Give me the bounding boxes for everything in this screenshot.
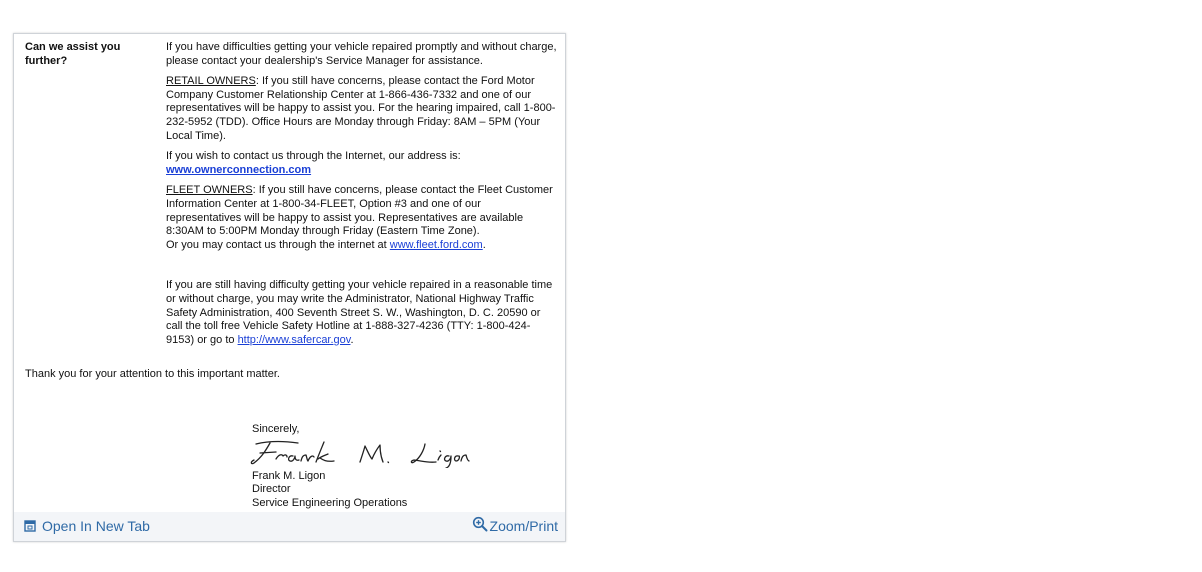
- paragraph-fleet-owners: [166, 184, 558, 252]
- zoom-print-label: Zoom/Print: [489, 518, 558, 534]
- signer-department: Service Engineering Operations: [252, 496, 408, 509]
- paragraph-retail-owners: [166, 75, 558, 143]
- side-heading: Can we assist you further?: [25, 41, 121, 67]
- retail-owners-text: : If you still have concerns, please contact the Ford Motor Company Customer Relationship Center at 1-866-436-7332 and one of our representatives will be happy to assist you. For the hearing impaired, call 1-800-232-5952 (TDD). Office Hours are Monday through Friday: 8AM – 5PM (Your Local Time).: [166, 75, 556, 142]
- paragraph-internet: [166, 150, 558, 177]
- sincerely-text: Sincerely,: [252, 423, 300, 435]
- open-in-new-tab-label: Open In New Tab: [42, 518, 150, 534]
- paragraph-dealership: If you have difficulties getting your vehicle repaired promptly and without charge, please contact your dealership's Service Manager for assistance.: [166, 41, 557, 67]
- fleet-owners-text: : If you still have concerns, please contact the Fleet Customer Information Center at 1-800-34-FLEET, Option #3 and one of our representatives will be happy to assist you. Representatives are available 8:30AM to 5:00PM Monday through Friday (Eastern Time Zone).: [166, 184, 553, 238]
- fleet-internet-text: Or you may contact us through the internet at: [166, 238, 390, 251]
- new-tab-icon: [24, 520, 36, 532]
- paragraph-nhtsa: [166, 279, 558, 347]
- signature-block: [252, 423, 512, 510]
- fleet-link-period: .: [482, 238, 486, 251]
- handwritten-signature: [248, 438, 470, 468]
- signer-title: Director: [252, 483, 291, 496]
- thank-you-line: Thank you for your attention to this important matter.: [25, 368, 280, 380]
- spacer: [166, 259, 558, 279]
- zoom-print-button[interactable]: [472, 518, 558, 534]
- document-viewer: [13, 33, 566, 542]
- internet-text: If you wish to contact us through the Internet, our address is:: [166, 150, 461, 163]
- letter-body: [166, 41, 558, 354]
- letter-page: [14, 34, 565, 512]
- open-in-new-tab-button[interactable]: [24, 518, 150, 534]
- signer-name: Frank M. Ligon: [252, 469, 326, 482]
- fleet-owners-label: FLEET OWNERS: [166, 184, 253, 197]
- nhtsa-text: If you are still having difficulty getting your vehicle repaired in a reasonable time or without charge, you may write the Administrator, National Highway Traffic Safety Administration, 400 Seventh Street S. W., Washington, D. C. 20590 or call the toll free Vehicle Safety Hotline at 1-888-327-4236 (TTY: 1-800-424-9153) or go to: [166, 279, 553, 346]
- ownerconnection-link[interactable]: www.ownerconnection.com: [166, 163, 312, 176]
- zoom-icon: [472, 516, 488, 532]
- viewer-toolbar: [14, 512, 565, 541]
- fleet-ford-link[interactable]: www.fleet.ford.com: [389, 238, 483, 251]
- retail-owners-label: RETAIL OWNERS: [166, 75, 256, 88]
- safercar-link[interactable]: http://www.safercar.gov: [237, 333, 351, 346]
- nhtsa-link-period: .: [350, 333, 354, 346]
